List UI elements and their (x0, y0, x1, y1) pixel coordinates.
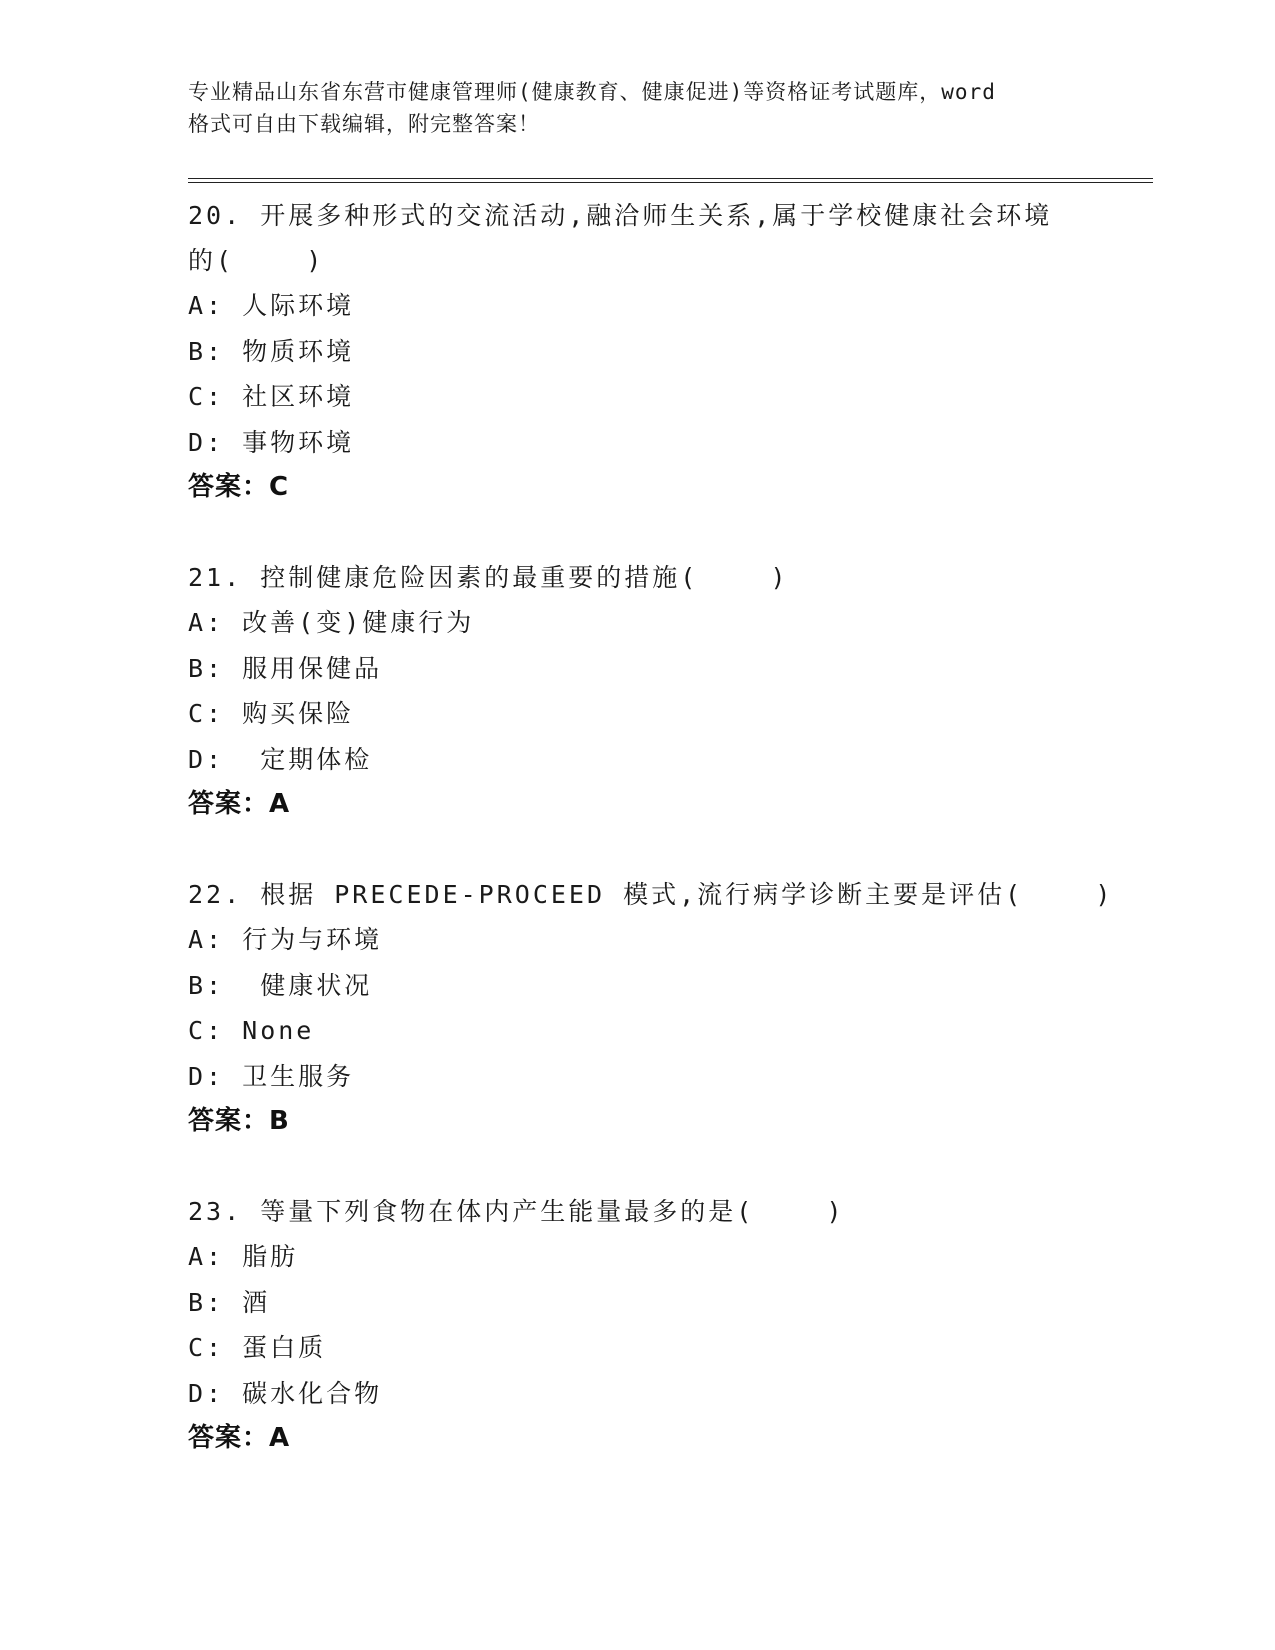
question-21 (188, 555, 1148, 827)
option-c: C: 社区环境 (188, 382, 355, 411)
option-d: D: 碳水化合物 (188, 1378, 383, 1408)
option-a: A: 人际环境 (188, 291, 355, 320)
question-23 (188, 1189, 1148, 1461)
option-b: B: 物质环境 (188, 336, 355, 366)
answer-label: 答案：A (188, 789, 291, 819)
answer-label: 答案：A (188, 1423, 291, 1453)
option-c: C: 蛋白质 (188, 1333, 327, 1362)
answer-label: 答案：B (188, 1106, 290, 1136)
question-stem (188, 872, 1148, 917)
question-stem-line: 23. 等量下列食物在体内产生能量最多的是( ) (188, 1197, 845, 1226)
question-stem-line: 21. 控制健康危险因素的最重要的措施( ) (188, 563, 789, 592)
option-c: C: 购买保险 (188, 699, 355, 728)
option-a: A: 改善(变)健康行为 (188, 608, 475, 637)
question-stem (188, 193, 1148, 283)
option-d: D: 卫生服务 (188, 1061, 355, 1091)
question-22 (188, 872, 1148, 1144)
question-stem (188, 555, 1148, 600)
question-list (188, 193, 1148, 1461)
option-a: A: 脂肪 (188, 1242, 299, 1271)
question-20 (188, 193, 1148, 510)
header-line-2: 格式可自由下载编辑，附完整答案！ (188, 112, 540, 136)
question-stem-line: 22. 根据 PRECEDE-PROCEED 模式,流行病学诊断主要是评估( ) (188, 880, 1114, 909)
option-d: D: 定期体检 (188, 744, 373, 774)
question-stem (188, 1189, 1148, 1234)
header-line-1: 专业精品山东省东营市健康管理师(健康教育、健康促进)等资格证考试题库，word (188, 80, 996, 104)
header-divider-bottom (188, 182, 1153, 183)
question-stem-line: 的( ) (188, 246, 325, 275)
answer-label: 答案：C (188, 472, 290, 502)
option-b: B: 酒 (188, 1287, 271, 1317)
option-a: A: 行为与环境 (188, 925, 383, 954)
option-d: D: 事物环境 (188, 427, 355, 457)
option-c: C: None (188, 1016, 315, 1045)
header-divider-top (188, 178, 1153, 179)
document-header (188, 76, 1088, 140)
question-stem-line: 20. 开展多种形式的交流活动,融洽师生关系,属于学校健康社会环境 (188, 201, 1053, 230)
option-b: B: 服用保健品 (188, 653, 383, 683)
option-b: B: 健康状况 (188, 970, 373, 1000)
